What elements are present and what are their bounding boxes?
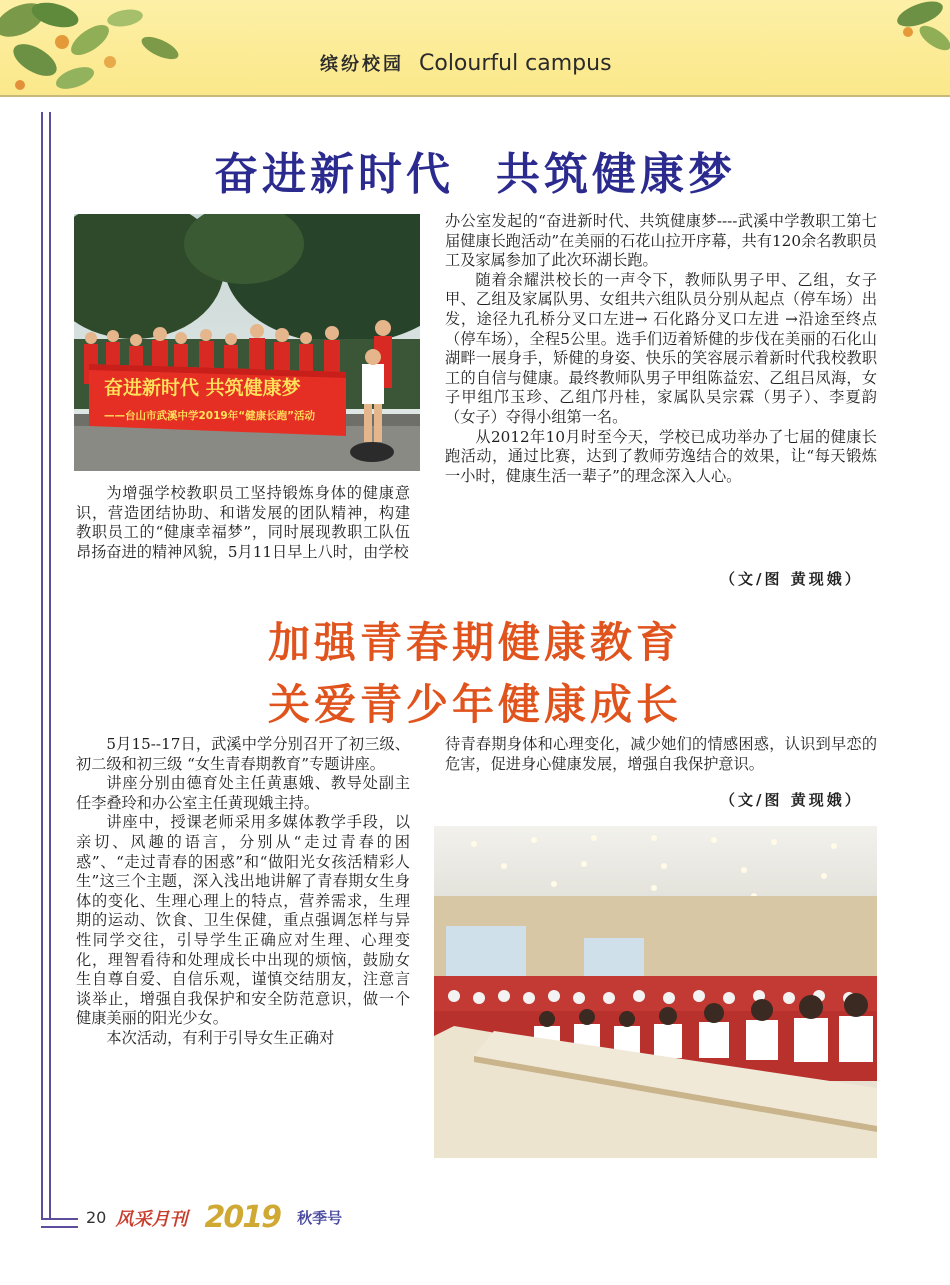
article1-paragraph: 随着余耀洪校长的一声令下，教师队男子甲、乙组，女子甲、乙组及家属队男、女组共六组队员分别从起点（停车场）出发，途径九孔桥分叉口左进→ 石化路分叉口左进 →沿途至终点（停车场），全程5公里。选手们迈着矫健的步伐在美丽的石化山湖畔一展身手，矫健的身姿、快乐的笑容展示着新时代我校教职工的自信与健康。最终教师队男子甲组陈益宏、乙组吕凤海，女子甲组邝玉珍、乙组邝丹桂，家属队吴宗霖（男子）、李夏韵（女子）夺得小组第一名。 [445, 270, 877, 426]
issue-season: 秋季号 [297, 1209, 343, 1227]
running-team-photo [74, 214, 420, 471]
year-logo: 2019 [204, 1200, 281, 1235]
article1-paragraph: 为增强学校教职员工坚持锻炼身体的健康意识，营造团结协助、和谐发展的团队精神，构建教职员工的“健康幸福梦”，同时展现教职工队伍昂扬奋进的精神风貌，5月11日早上八时，由学校 [76, 484, 410, 561]
article2-byline: （文/图 黄现娥） [720, 791, 863, 809]
article1-right-column [445, 212, 877, 486]
article1-byline: （文/图 黄现娥） [720, 570, 863, 588]
article2-right-column [445, 735, 877, 774]
page-number: 20 [86, 1208, 107, 1227]
article1-paragraph: 办公室发起的“奋进新时代、共筑健康梦----武溪中学教职工第七届健康长跑活动”在美丽的石花山拉开序幕，共有120余名教职员工及家属参加了此次环湖长跑。 [445, 212, 877, 270]
article2-paragraph: 讲座中，授课老师采用多媒体教学手段，以亲切、风趣的语言，分别从“走过青春的困惑”、“走过青春的困惑”和“做阳光女孩活精彩人生”这三个主题，深入浅出地讲解了青春期女生身体的变化、生理心理上的特点，营养需求，生理期的运动、饮食、卫生保健，重点强调怎样与异性同学交往，引导学生正确应对生理、心理变化，理智看待和处理成长中出现的烦恼，鼓励女生自尊自爱、自信乐观，谨慎交结朋友，注意言谈举止，增强自我保护和安全防范意识，做一个健康美丽的阳光少女。 [76, 813, 410, 1028]
article2-title-line1: 加强青春期健康教育 [267, 618, 682, 667]
section-title-en: Colourful campus [419, 51, 612, 76]
bottom-border-rule [41, 1218, 78, 1228]
article2-left-column [76, 735, 410, 1049]
article2-paragraph: 讲座分别由德育处主任黄惠娥、教导处副主任李叠玲和办公室主任黄现娥主持。 [76, 774, 410, 812]
lecture-hall-photo [434, 826, 877, 1158]
article2-paragraph: 待青春期身体和心理变化，减少她们的情感困惑，认识到早恋的危害，促进身心健康发展，增强自我保护意识。 [445, 735, 877, 773]
article2-paragraph: 本次活动，有利于引导女生正确对 [106, 1028, 335, 1047]
article1-title [0, 138, 950, 202]
photo-banner-line2: ——台山市武溪中学2019年“健康长跑”活动 [104, 410, 316, 422]
photo-banner-line1: 奋进新时代 共筑健康梦 [104, 377, 301, 399]
section-header [320, 50, 612, 80]
leaf-decoration-icon [0, 0, 190, 100]
article2-title-line2: 关爱青少年健康成长 [267, 680, 682, 729]
page-footer [86, 1200, 343, 1235]
magazine-name: 风采月刊 [115, 1208, 188, 1230]
leaf-decoration-icon [880, 0, 950, 55]
article1-title-part2: 共筑健康梦 [496, 149, 736, 200]
article1-left-column [76, 484, 410, 562]
article1-paragraph: 从2012年10月时至今天，学校已成功举办了七届的健康长跑活动，通过比赛，达到了教师劳逸结合的效果，让“每天锻炼一小时，健康生活一辈子”的理念深入人心。 [445, 427, 877, 485]
article1-title-part1: 奋进新时代 [214, 149, 454, 200]
section-title-zh: 缤纷校园 [320, 54, 404, 75]
article2-paragraph: 5月15--17日，武溪中学分别召开了初三级、初二级和初三级 “女生青春期教育”专题讲座。 [76, 735, 410, 773]
header-divider [0, 95, 950, 97]
